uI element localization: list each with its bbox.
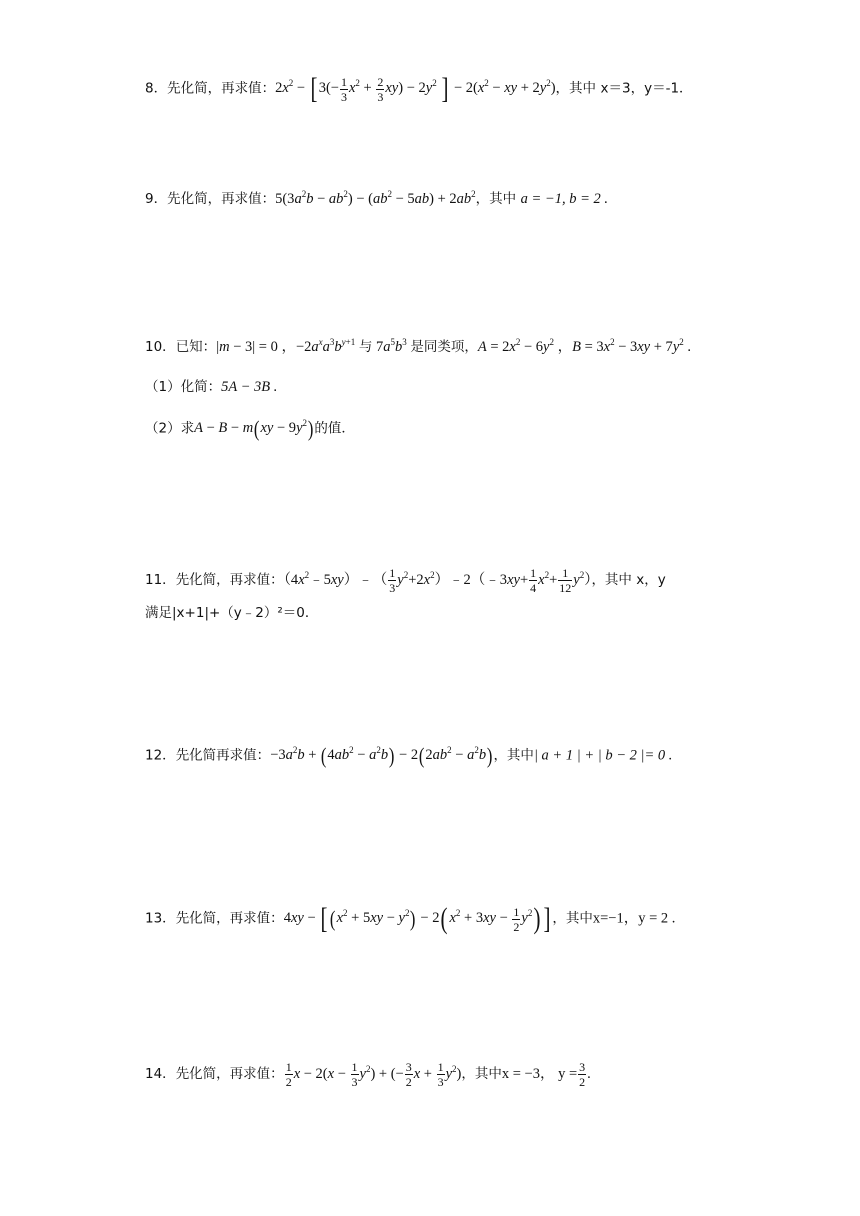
problem-prompt: 已知：: [175, 339, 217, 355]
math-expression: |m − 3| = 0 ，$-2a^xa^3b^{y+1}$: [216, 337, 356, 355]
problem-tail: ，其中: [552, 910, 593, 927]
problem-prompt: 先化简再求值：: [175, 747, 271, 764]
problem-8-line: [145, 74, 693, 104]
problem-tail: ，其中: [493, 747, 534, 764]
math-expression: $A - B - m(xy - 9y^2)$: [194, 416, 314, 441]
problem-prompt: 先化简，再求值：: [167, 191, 276, 207]
math-expression: $2x^2$ − [ 3(− $\frac{1}{3}$ $x^2$ + $\frac{2}{3}$ $xy) - 2y^2$ ] − $2(x^2$ − xy + $2y^2$): [275, 72, 556, 105]
math-expression: 5A − 3B .: [221, 379, 278, 395]
problem-10-sub1: [145, 380, 277, 395]
math-expression: $7a^5b^3$: [372, 337, 407, 355]
problem-mid: 与: [358, 339, 373, 355]
problem-prompt: 先化简，再求值：: [167, 80, 276, 97]
problem-10-line: [145, 337, 691, 355]
problem-tail: ，其中 x，y: [591, 571, 666, 588]
problem-tail: ，其中: [555, 80, 597, 97]
problem-11-line2: [145, 606, 318, 621]
problem-number: 11．: [145, 571, 176, 588]
problem-9-line: [145, 189, 608, 207]
math-expression: $5(3a^2b - ab^2) - (ab^2 - 5ab) + 2ab^2$: [275, 189, 476, 207]
problem-12-line: [145, 745, 672, 767]
math-expression: $A = 2x^2 - 6y^2$ ，$B = 3x^2 - 3xy + 7y^2$ .: [477, 337, 691, 355]
problem-condition: 满足|x+1|+（y﹣2）²＝0．: [145, 605, 319, 621]
problem-number: 13．: [145, 910, 176, 927]
problem-prompt: 先化简，再求值：: [175, 571, 284, 588]
problem-number: 8．: [145, 80, 168, 97]
problem-mid2: 是同类项，: [410, 339, 478, 355]
problem-13-line: [145, 904, 675, 934]
problem-number: 14．: [145, 1065, 176, 1082]
problem-number: 9．: [145, 191, 168, 207]
math-expression: $(4x^2﹣5xy)﹣$（ $\frac{1}{3}$ $y^2+2x^2)﹣2(﹣3xy+$ $\frac{1}{4}$ $x^2+$ $\frac{1}{12}$ $y^2$）: [283, 566, 592, 595]
math-expression: 4xy − [ $(x^2 + 5xy - y^2) - 2$( $x^2 + 3xy$ − $\frac{1}{2}$ $y^2$) ]: [283, 902, 551, 935]
problem-14-line: [145, 1060, 591, 1089]
problem-prompt: 先化简，再求值：: [175, 1065, 284, 1082]
problem-condition: x = −3， y =: [501, 1065, 578, 1082]
problem-condition: x=−1，y = 2 .: [592, 910, 676, 927]
problem-tail: ，其中: [475, 191, 517, 207]
problem-number: 10．: [145, 339, 176, 355]
problem-11-line: [145, 566, 666, 595]
problem-tail: ，其中: [461, 1065, 502, 1082]
math-expression: $\frac{1}{2}$ x − 2(x − $\frac{1}{3}$ $y^2$) + (− $\frac{3}{2}$ x + $\frac{1}{3}$ $y^2$): [285, 1060, 462, 1089]
problem-condition: a = −1, b = 2 .: [520, 191, 608, 207]
problem-condition: x＝3，y＝-1．: [600, 80, 693, 97]
problem-number: 12．: [145, 747, 176, 764]
subquestion-label: （1）化简：: [145, 379, 222, 395]
problem-prompt: 先化简，再求值：: [175, 910, 284, 927]
math-expression: $\frac{3}{2}$ .: [579, 1060, 591, 1089]
subquestion-tail: 的值．: [314, 420, 355, 437]
problem-10-sub2: [145, 418, 355, 440]
math-expression: $-3a^2b + (4ab^2 - a^2b) - 2(2ab^2 - a^2b)$: [270, 743, 493, 768]
subquestion-label: （2）求: [145, 420, 195, 437]
problem-condition: | a + 1 | + | b − 2 |= 0 .: [533, 747, 673, 764]
